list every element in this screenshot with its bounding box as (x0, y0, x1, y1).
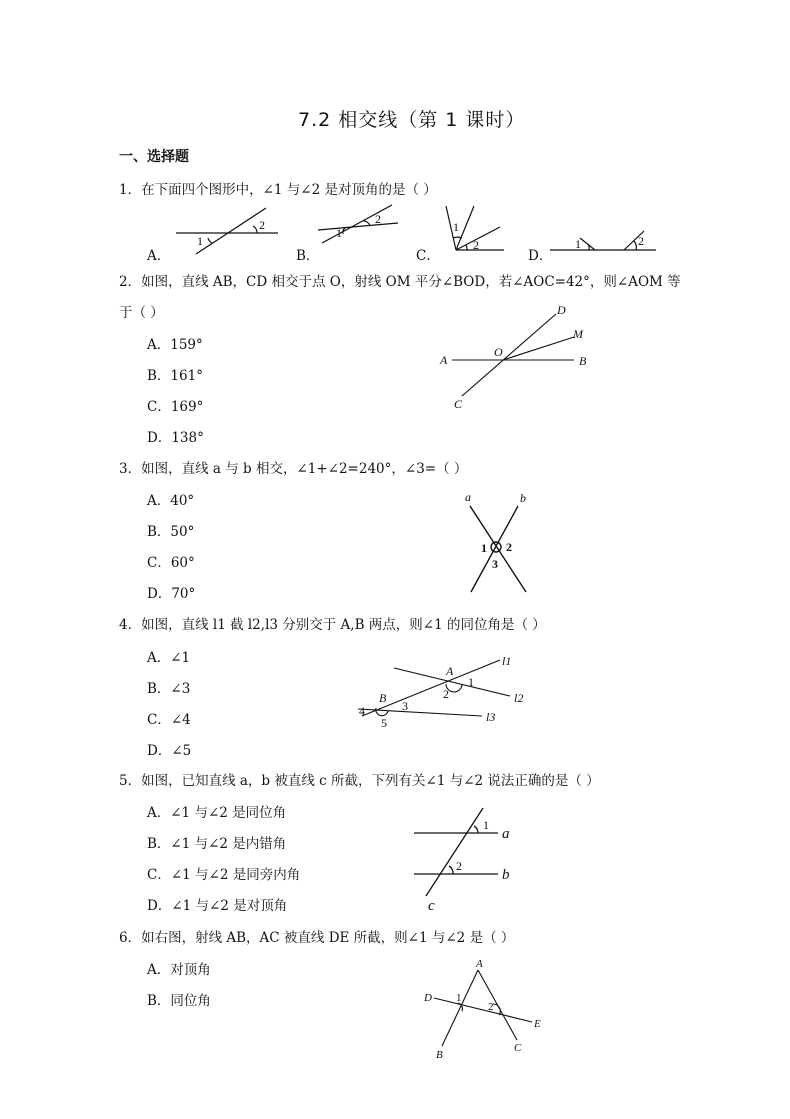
q4-label-l1: l1 (502, 654, 512, 668)
q3-option-a[interactable]: A．40° (147, 493, 195, 509)
q1-option-a[interactable]: A． (147, 248, 171, 264)
q4-option-a[interactable]: A．∠1 (147, 650, 191, 666)
q4-label-l2: l2 (514, 691, 524, 705)
q4-label-l3: l3 (486, 710, 496, 724)
q6-line-de (434, 998, 532, 1022)
q2-option-a[interactable]: A．159° (147, 337, 203, 353)
q6-option-b[interactable]: B．同位角 (147, 993, 211, 1009)
q4-label-1: 1 (468, 675, 474, 689)
q5-label-2: 2 (456, 859, 462, 873)
q2-label-o: O (494, 345, 503, 359)
q2-option-b[interactable]: B．161° (147, 368, 203, 384)
q5-option-c[interactable]: C．∠1 与∠2 是同旁内角 (147, 867, 301, 883)
q1-option-d[interactable]: D． (528, 248, 553, 264)
q3-option-c[interactable]: C．60° (147, 555, 195, 571)
q4-label-3: 3 (402, 699, 408, 713)
q2-label-b: B (579, 354, 587, 368)
q3-label-3: 3 (492, 557, 498, 571)
section-heading: 一、选择题 (119, 149, 189, 165)
q5-option-d[interactable]: D．∠1 与∠2 是对顶角 (147, 898, 288, 914)
q4-option-c[interactable]: C．∠4 (147, 712, 191, 728)
q1a-label-2: 2 (259, 218, 265, 232)
q5-label-1: 1 (483, 818, 489, 832)
q1a-label-1: 1 (197, 234, 203, 248)
q3-option-b[interactable]: B．50° (147, 524, 195, 540)
q5-label-c: c (428, 898, 435, 914)
q2-label-a: A (440, 353, 448, 367)
q3-label-b: b (520, 491, 526, 505)
q4-label-b: B (379, 691, 387, 705)
q4-label-2: 2 (443, 687, 449, 701)
q3-label-2: 2 (506, 540, 512, 554)
q5-label-a: a (502, 826, 510, 842)
q3-label-a: a (465, 490, 471, 504)
q1-option-c[interactable]: C． (416, 248, 440, 264)
q6-option-a[interactable]: A．对顶角 (147, 962, 211, 978)
q4-option-d[interactable]: D．∠5 (147, 743, 192, 759)
q6-label-d: D (424, 992, 432, 1004)
question-4-stem: 4．如图，直线 l1 截 l2,l3 分别交于 A,B 两点，则∠1 的同位角是（ ） (119, 617, 546, 633)
q6-label-c: C (514, 1042, 522, 1054)
question-1-stem: 1．在下面四个图形中，∠1 与∠2 是对顶角的是（ ） (119, 182, 437, 198)
q3-label-1: 1 (481, 541, 487, 555)
q1d-label-1: 1 (575, 237, 581, 251)
q1-option-b[interactable]: B． (296, 248, 320, 264)
q6-label-2: 2 (488, 1001, 494, 1013)
q2-option-c[interactable]: C．169° (147, 399, 204, 415)
q4-label-a: A (446, 664, 454, 678)
question-2-stem-line2: 于（ ） (119, 305, 164, 321)
q1d-label-2: 2 (638, 234, 644, 248)
q2-label-m: M (573, 327, 583, 341)
q6-label-e: E (534, 1018, 541, 1030)
q5-option-a[interactable]: A．∠1 与∠2 是同位角 (147, 805, 287, 821)
q6-label-1: 1 (456, 992, 462, 1004)
q4-option-b[interactable]: B．∠3 (147, 681, 191, 697)
q2-option-d[interactable]: D．138° (147, 430, 204, 446)
question-6-stem: 6．如右图，射线 AB，AC 被直线 DE 所截，则∠1 与∠2 是（ ） (119, 930, 515, 946)
q1b-label-2: 2 (375, 212, 381, 226)
page-title: 7.2 相交线（第 1 课时） (298, 109, 526, 131)
q6-label-a: A (476, 958, 483, 970)
q4-label-5: 5 (381, 716, 387, 730)
q5-label-b: b (502, 867, 510, 883)
q1c-label-1: 1 (453, 220, 459, 234)
q1c-label-2: 2 (473, 238, 479, 252)
question-5-stem: 5．如图，已知直线 a，b 被直线 c 所截，下列有关∠1 与∠2 说法正确的是（ ） (119, 773, 600, 789)
question-2-stem-line1: 2．如图，直线 AB，CD 相交于点 O，射线 OM 平分∠BOD，若∠AOC=42°，则∠AOM 等 (119, 274, 681, 290)
q6-label-b: B (436, 1049, 443, 1061)
q4-label-4: 4 (359, 704, 365, 718)
q3-option-d[interactable]: D．70° (147, 586, 196, 602)
question-3-stem: 3．如图，直线 a 与 b 相交，∠1+∠2=240°，∠3=（ ） (119, 461, 468, 477)
q1b-label-1: 1 (336, 226, 342, 240)
q5-option-b[interactable]: B．∠1 与∠2 是内错角 (147, 836, 287, 852)
q2-label-c: C (454, 397, 463, 411)
q2-label-d: D (557, 303, 566, 317)
